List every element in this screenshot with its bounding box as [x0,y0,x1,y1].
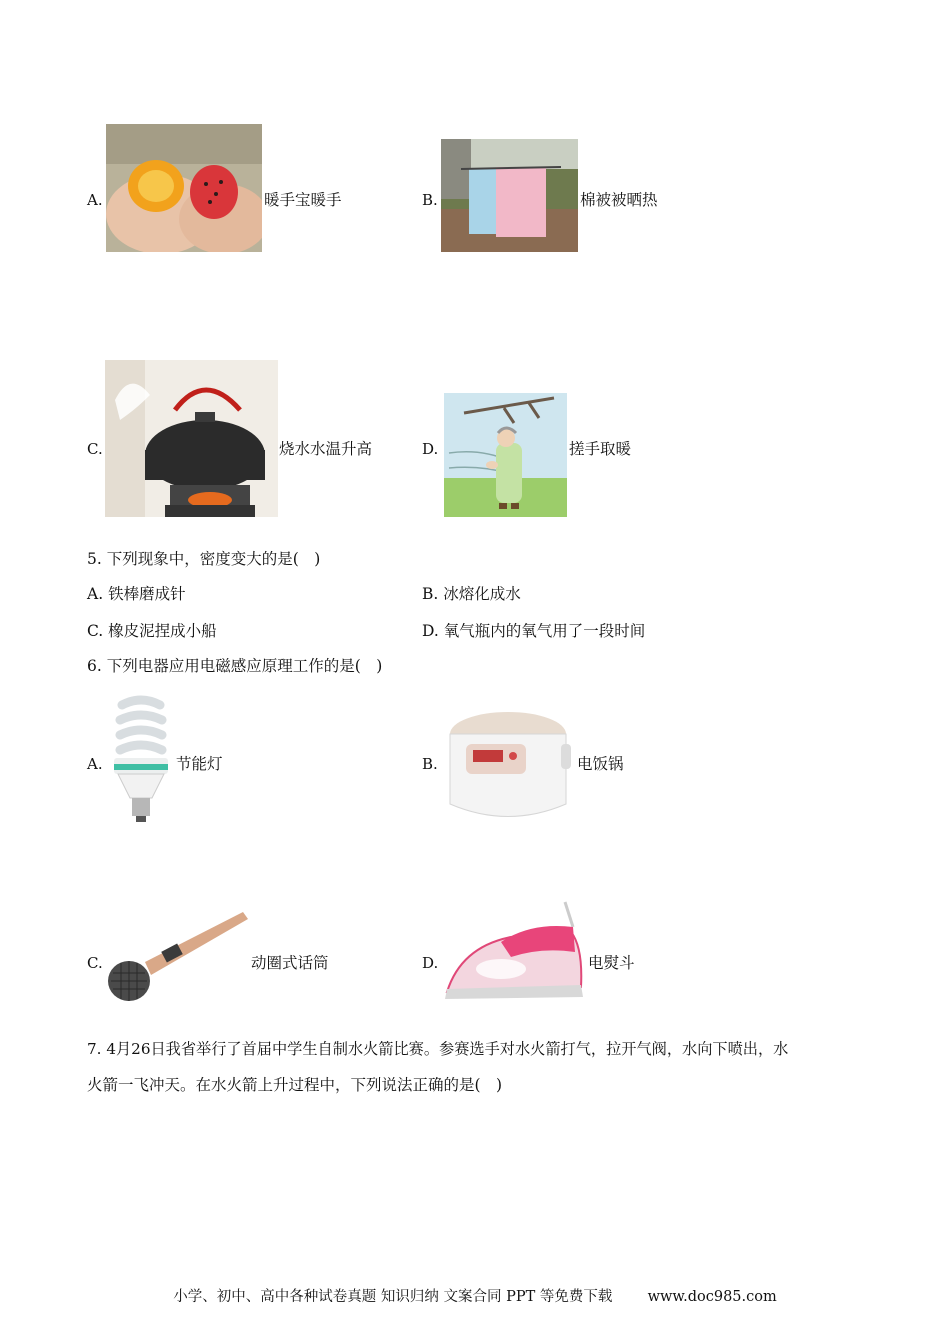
footer-url-link[interactable]: www.doc985.com [647,1289,777,1305]
q6-option-a-text: 节能灯 [176,755,223,773]
q6-option-d-letter: D. [422,954,439,972]
quilt-drying-photo [441,139,578,252]
footer-text: 小学、初中、高中各种试卷真题 知识归纳 文案合同 PPT 等免费下载 [173,1289,613,1305]
q4-option-c-text: 烧水水温升高 [279,440,373,458]
page-footer [0,1285,950,1306]
rubbing-hands-illustration [444,393,567,517]
q5-stem: 5. 下列现象中，密度变大的是( ) [87,550,321,568]
q7-line-2: 火箭一飞冲天。在水火箭上升过程中，下列说法正确的是( ) [87,1076,503,1094]
q5-option-a [87,584,186,604]
q4-option-d-text: 搓手取暖 [569,440,632,458]
q6-stem: 6. 下列电器应用电磁感应原理工作的是( ) [87,657,383,675]
q6-option-b-text: 电饭锅 [577,755,624,773]
q4-option-b-letter: B. [422,191,438,209]
q6-option-c-text: 动圈式话筒 [251,954,329,972]
q4-option-a-text: 暖手宝暖手 [264,191,342,209]
energy-saving-lamp-photo [108,690,174,826]
q5-option-c [87,621,217,641]
q5-option-b-text: 冰熔化成水 [443,585,521,603]
q5-option-a-text: 铁棒磨成针 [108,585,186,603]
q5-option-d [422,621,645,641]
q4-option-b-text: 棉被被晒热 [580,191,658,209]
q5-option-d-text: 氧气瓶内的氧气用了一段时间 [443,622,646,640]
iron-photo [441,897,587,1005]
q5-option-c-letter: C. [87,622,104,640]
kettle-boiling-photo [105,360,278,517]
hand-warmer-photo [106,124,262,252]
q6-option-c-letter: C. [87,954,103,972]
q6-option-d-text: 电熨斗 [588,954,635,972]
q6-option-b-letter: B. [422,755,438,773]
q4-option-d-letter: D. [422,440,439,458]
q5-option-c-text: 橡皮泥捏成小船 [108,622,217,640]
q4-option-a-letter: A. [87,191,103,209]
q7-line-1: 7. 4月26日我省举行了首届中学生自制水火箭比赛。参赛选手对水火箭打气，拉开气阀，水向下喷出，水 [87,1040,789,1058]
q6-option-a-letter: A. [87,755,103,773]
rice-cooker-photo [441,704,575,828]
q5-option-d-letter: D. [422,622,439,640]
microphone-photo [105,907,249,1007]
q4-option-c-letter: C. [87,440,103,458]
q5-option-b [422,584,521,604]
q5-option-b-letter: B. [422,585,439,603]
q5-option-a-letter: A. [87,585,104,603]
